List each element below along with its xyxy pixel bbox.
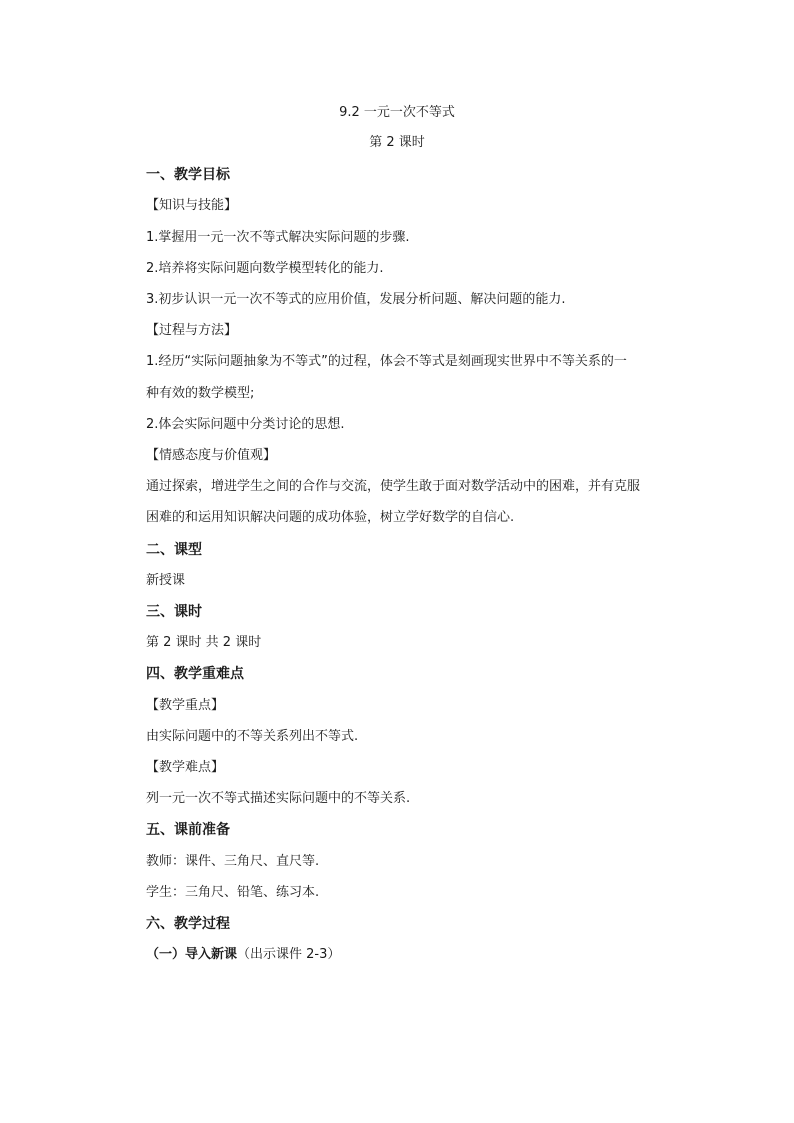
knowledge-item-2: 2.培养将实际问题向数学模型转化的能力. bbox=[146, 261, 384, 276]
emotion-text-b: 困难的和运用知识解决问题的成功体验，树立学好数学的自信心. bbox=[146, 510, 515, 525]
key-point-text: 由实际问题中的不等关系列出不等式. bbox=[146, 729, 359, 744]
process-item-1a: 1.经历“实际问题抽象为不等式”的过程，体会不等式是刻画现实世界中不等关系的一 bbox=[146, 354, 627, 369]
doc-title: 9.2 一元一次不等式 bbox=[339, 105, 455, 120]
lesson-type: 新授课 bbox=[146, 573, 186, 588]
section-heading-2: 二、课型 bbox=[146, 542, 202, 558]
difficulty-text: 列一元一次不等式描述实际问题中的不等关系. bbox=[146, 791, 411, 806]
student-prep: 学生：三角尺、铅笔、练习本. bbox=[146, 885, 320, 900]
key-point-heading: 【教学重点】 bbox=[146, 698, 225, 713]
doc-subtitle: 第 2 课时 bbox=[369, 135, 425, 150]
section-heading-6: 六、教学过程 bbox=[146, 916, 230, 932]
section-heading-4: 四、教学重难点 bbox=[146, 666, 244, 682]
process-heading: 【过程与方法】 bbox=[146, 323, 238, 338]
intro-note: （出示课件 2-3） bbox=[237, 947, 341, 962]
process-item-2: 2.体会实际问题中分类讨论的思想. bbox=[146, 417, 345, 432]
section-heading-5: 五、课前准备 bbox=[146, 822, 230, 838]
section-heading-3: 三、课时 bbox=[146, 604, 202, 620]
teacher-prep: 教师：课件、三角尺、直尺等. bbox=[146, 854, 320, 869]
intro-line bbox=[146, 946, 340, 964]
section-heading-1: 一、教学目标 bbox=[146, 167, 230, 183]
intro-heading: （一）导入新课 bbox=[146, 947, 238, 962]
emotion-heading: 【情感态度与价值观】 bbox=[146, 448, 277, 463]
difficulty-heading: 【教学难点】 bbox=[146, 760, 225, 775]
knowledge-item-3: 3.初步认识一元一次不等式的应用价值，发展分析问题、解决问题的能力. bbox=[146, 292, 566, 307]
knowledge-item-1: 1.掌握用一元一次不等式解决实际问题的步骤. bbox=[146, 230, 410, 245]
knowledge-heading: 【知识与技能】 bbox=[146, 198, 238, 213]
emotion-text-a: 通过探索，增进学生之间的合作与交流，使学生敢于面对数学活动中的困难，并有克服 bbox=[146, 479, 641, 494]
process-item-1b: 种有效的数学模型; bbox=[146, 386, 255, 401]
lesson-hours: 第 2 课时 共 2 课时 bbox=[146, 635, 262, 650]
